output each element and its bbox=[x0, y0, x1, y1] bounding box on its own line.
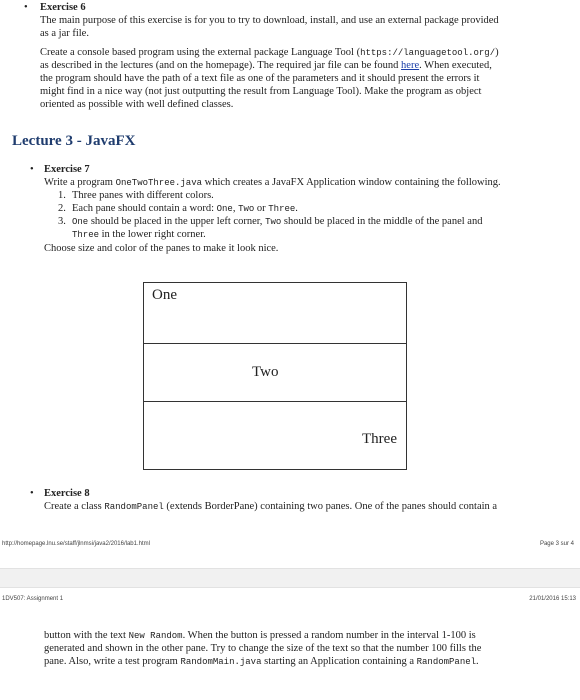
text-fragment: in the lower right corner. bbox=[99, 229, 206, 240]
exercise6-text-line: as a jar file. bbox=[40, 28, 89, 39]
text-fragment: . When the button is pressed a random number in the interval 1-100 is bbox=[182, 630, 476, 641]
text-fragment: or bbox=[254, 203, 269, 214]
page-footer-url: http://homepage.lnu.se/staff/jlnmsi/java2/2016/lab1.html bbox=[2, 541, 150, 547]
pane-divider bbox=[144, 401, 406, 402]
classname-code: RandomPanel bbox=[416, 657, 477, 667]
pane-divider bbox=[144, 343, 406, 344]
code-word: One bbox=[72, 217, 89, 227]
exercise6-paragraph-line bbox=[40, 46, 499, 60]
button-text-code: New Random bbox=[128, 631, 183, 641]
text-fragment: , bbox=[232, 203, 239, 214]
text-fragment: (extends BorderPane) containing two panes. One of the panes should contain a bbox=[163, 501, 498, 512]
exercise6-bullet: • bbox=[24, 2, 28, 13]
exercise6-text-line: The main purpose of this exercise is for you to try to download, install, and use an external package provided bbox=[40, 15, 499, 26]
exercise7-title: Exercise 7 bbox=[44, 164, 90, 175]
text-fragment: should be placed in the upper left corner, bbox=[88, 216, 266, 227]
text-fragment: Each pane should contain a word: bbox=[72, 203, 217, 214]
exercise8-continuation-line bbox=[44, 655, 479, 669]
text-fragment: which creates a JavaFX Application window containing the following. bbox=[202, 177, 501, 188]
exercise8-title: Exercise 8 bbox=[44, 488, 90, 499]
text-fragment: starting an Application containing a bbox=[261, 656, 417, 667]
text-fragment: Create a class bbox=[44, 501, 105, 512]
list-item bbox=[72, 202, 298, 216]
exercise8-continuation-line bbox=[44, 629, 476, 643]
exercise6-paragraph-line bbox=[40, 59, 492, 72]
panes-figure bbox=[143, 282, 407, 470]
exercise8-continuation-line: generated and shown in the other pane. Try to change the size of the text so that the number 100 fills the bbox=[44, 643, 482, 654]
filename-code: RandomMain.java bbox=[180, 657, 262, 667]
text-fragment: . bbox=[295, 203, 298, 214]
exercise6-title: Exercise 6 bbox=[40, 2, 86, 13]
list-item-continuation bbox=[72, 228, 206, 242]
code-word: Three bbox=[72, 230, 100, 240]
exercise6-paragraph-line: might find in a nice way (not just outputting the result from Language Tool). Make the program as object bbox=[40, 86, 482, 97]
code-word: Two bbox=[238, 204, 255, 214]
page-break bbox=[0, 568, 580, 588]
exercise8-bullet: • bbox=[30, 488, 34, 499]
page-header-date: 21/01/2016 15:13 bbox=[529, 596, 576, 602]
text-fragment: pane. Also, write a test program bbox=[44, 656, 181, 667]
classname-code: RandomPanel bbox=[104, 502, 164, 512]
lecture-heading: Lecture 3 - JavaFX bbox=[12, 133, 136, 149]
text-fragment: . When executed, bbox=[419, 60, 492, 71]
text-fragment: as described in the lectures (and on the homepage). The required jar file can be found bbox=[40, 60, 402, 71]
pane-three-label: Three bbox=[362, 431, 397, 447]
code-word: One bbox=[216, 204, 233, 214]
list-number: 1. bbox=[58, 190, 66, 201]
here-link[interactable]: here bbox=[401, 60, 420, 71]
exercise8-text-line bbox=[44, 500, 497, 514]
exercise7-closing: Choose size and color of the panes to make it look nice. bbox=[44, 243, 279, 254]
page-header-title: 1DV507: Assignment 1 bbox=[2, 596, 64, 602]
page-footer-number: Page 3 sur 4 bbox=[539, 541, 574, 547]
exercise7-bullet: • bbox=[30, 164, 34, 175]
text-fragment: should be placed in the middle of the panel and bbox=[281, 216, 483, 227]
list-item: Three panes with different colors. bbox=[72, 190, 214, 201]
text-fragment: . bbox=[476, 656, 479, 667]
url-code: https://languagetool.org/ bbox=[360, 48, 496, 58]
text-fragment: button with the text bbox=[44, 630, 129, 641]
code-word: Two bbox=[265, 217, 282, 227]
list-item bbox=[72, 215, 482, 229]
exercise6-paragraph-line: the program should have the path of a text file as one of the parameters and it should present the errors it bbox=[40, 73, 480, 84]
filename-code: OneTwoThree.java bbox=[115, 178, 203, 188]
text-fragment: Create a console based program using the external package Language Tool ( bbox=[40, 47, 361, 58]
exercise6-paragraph-line: oriented as possible with well defined classes. bbox=[40, 99, 234, 110]
code-word: Three bbox=[268, 204, 296, 214]
text-fragment: Write a program bbox=[44, 177, 116, 188]
list-number: 3. bbox=[58, 216, 66, 227]
pane-one-label: One bbox=[152, 287, 177, 303]
pane-two-label: Two bbox=[252, 364, 279, 380]
exercise7-intro bbox=[44, 176, 501, 190]
text-fragment: ) bbox=[495, 47, 499, 58]
list-number: 2. bbox=[58, 203, 66, 214]
